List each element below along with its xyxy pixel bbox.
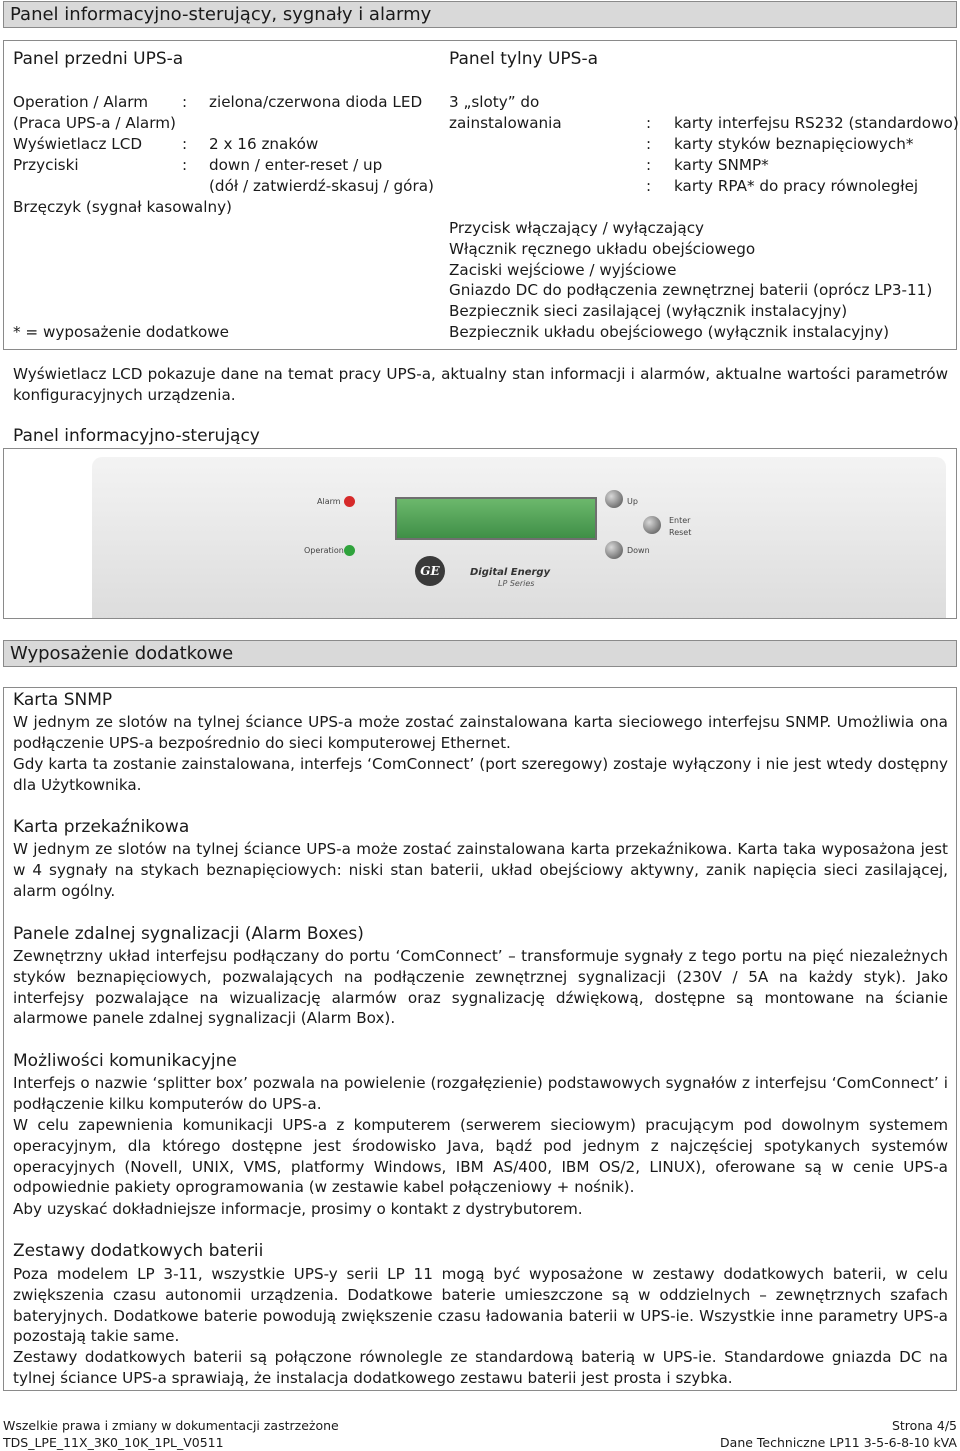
front-label-operation: Operation / Alarm xyxy=(13,93,149,111)
rear-item: Zaciski wejściowe / wyjściowe xyxy=(449,261,677,279)
footer-doc-title: Dane Techniczne LP11 3-5-6-8-10 kVA xyxy=(720,1435,957,1450)
front-value-lcd: 2 x 16 znaków xyxy=(209,135,319,153)
section-paragraph: W jednym ze slotów na tylnej ściance UPS-a może zostać zainstalowana karta przekaźnikowa. Karta taka wyposażona jest w 4 sygnały na stykach beznapięciowych: niski stan baterii, układ obejściowy aktywny, zanik napięcia sieci zasilającej, alarm ogólny. xyxy=(13,840,948,900)
section-paragraph: Gdy karta ta zostanie zainstalowana, interfejs ‘ComConnect’ (port szeregowy) zostaje wyłączony i nie jest wtedy dostępny dla Użytkownika. xyxy=(13,755,948,794)
rear-slot-sep: : xyxy=(646,177,652,195)
accessories-title: Wyposażenie dodatkowe xyxy=(10,643,234,664)
rear-item: Przycisk włączający / wyłączający xyxy=(449,219,705,237)
section-paragraph: W jednym ze slotów na tylnej ściance UPS-a może zostać zainstalowana karta sieciowego interfejsu SNMP. Umożliwia ona podłączenie UPS-a bezpośrednio do sieci komputerowej Ethernet. xyxy=(13,713,948,752)
front-sep: : xyxy=(182,93,188,111)
footer-doc-id: TDS_LPE_11X_3K0_10K_1PL_V0511 xyxy=(3,1435,224,1450)
front-value-operation: zielona/czerwona dioda LED xyxy=(209,93,423,111)
lcd-description: Wyświetlacz LCD pokazuje dane na temat pracy UPS-a, aktualny stan informacji i alarmów, aktualne wartości parametrów konfiguracyjnych urządzenia. xyxy=(13,365,948,404)
rear-slots-label-2: zainstalowania xyxy=(449,114,562,132)
rear-item: Gniazdo DC do podłączenia zewnętrznej baterii (oprócz LP3-11) xyxy=(449,281,933,299)
rear-item: Włącznik ręcznego układu obejściowego xyxy=(449,240,756,258)
rear-slot-relay: karty styków beznapięciowych* xyxy=(674,135,914,153)
rear-slot-rs232: karty interfejsu RS232 (standardowo) xyxy=(674,114,959,132)
alarm-led-icon xyxy=(344,496,355,507)
front-sep: : xyxy=(182,135,188,153)
control-panel-heading: Panel informacyjno-sterujący xyxy=(13,426,260,446)
accessories-header xyxy=(3,640,957,667)
section-paragraph: Poza modelem LP 3-11, wszystkie UPS-y serii LP 11 mogą być wyposażone w zestawy dodatkowych baterii, w celu zwiększenia czasu autonomii urządzenia. Dodatkowe baterie umieszczone są w oddzielnych – zewnętrznych szafach bateryjnych. Dodatkowe baterie powodują zwiększenie czasu ładowania baterii w UPS-ie. Wszystkie inne parametry UPS-a pozostają takie same. xyxy=(13,1265,948,1346)
front-label-lcd: Wyświetlacz LCD xyxy=(13,135,143,153)
front-value-buttons-pl: (dół / zatwierdź-skasuj / góra) xyxy=(209,177,434,195)
front-label-buzzer: Brzęczyk (sygnał kasowalny) xyxy=(13,198,232,216)
section-paragraph: W celu zapewnienia komunikacji UPS-a z komputerem (serwerem sieciowym) pracującym pod dowolnym systemem operacyjnym, dla którego dostępne jest środowisko Java, bądź pod jednym z najczęściej spotykanych systemów operacyjnych (Novell, UNIX, VMS, platformy Windows, IBM AS/400, IBM OS/2, LINUX), oferowane są w cenie UPS-a odpowiednie pakiety oprogramowania (w zestawie kabel połączeniowy + nośnik). xyxy=(13,1116,948,1197)
operation-label: Operation xyxy=(304,546,344,555)
up-button[interactable] xyxy=(605,490,623,508)
rear-panel-heading: Panel tylny UPS-a xyxy=(449,49,598,69)
front-panel-heading: Panel przedni UPS-a xyxy=(13,49,184,69)
section-paragraph: Zestawy dodatkowych baterii są połączone równolegle ze standardową baterią w UPS-ie. Standardowe gniazda DC na tylnej ściance UPS-a sprawiają, że instalacja dodatkowego zestawu baterii jest prosta i szybka. xyxy=(13,1348,948,1387)
footer-rights: Wszelkie prawa i zmiany w dokumentacji zastrzeżone xyxy=(3,1418,339,1433)
section-heading-batteries: Zestawy dodatkowych baterii xyxy=(13,1241,264,1261)
operation-led-icon xyxy=(344,545,355,556)
section-heading-communication: Możliwości komunikacyjne xyxy=(13,1051,237,1071)
front-label-buttons: Przyciski xyxy=(13,156,79,174)
lcd-display xyxy=(395,497,597,540)
section-heading-alarm-boxes: Panele zdalnej sygnalizacji (Alarm Boxes) xyxy=(13,924,364,944)
section-heading-relay: Karta przekaźnikowa xyxy=(13,817,190,837)
brand-series: LP Series xyxy=(498,579,535,588)
rear-item: Bezpiecznik układu obejściowego (wyłącznik instalacyjny) xyxy=(449,323,890,341)
rear-slot-snmp: karty SNMP* xyxy=(674,156,769,174)
enter-reset-button[interactable] xyxy=(643,516,661,534)
section-heading-snmp: Karta SNMP xyxy=(13,690,113,710)
rear-slot-rpa: karty RPA* do pracy równoległej xyxy=(674,177,919,195)
up-label: Up xyxy=(627,497,638,506)
rear-slot-sep: : xyxy=(646,135,652,153)
brand-name: Digital Energy xyxy=(470,567,551,578)
rear-item: Bezpiecznik sieci zasilającej (wyłącznik instalacyjny) xyxy=(449,302,848,320)
footer-page-number: Strona 4/5 xyxy=(891,1418,957,1433)
down-button[interactable] xyxy=(605,541,623,559)
page-title: Panel informacyjno-sterujący, sygnały i alarmy xyxy=(10,4,432,25)
rear-slot-sep: : xyxy=(646,114,652,132)
rear-slots-label: 3 „sloty” do xyxy=(449,93,540,111)
front-value-buttons: down / enter-reset / up xyxy=(209,156,383,174)
section-paragraph: Zewnętrzny układ interfejsu podłączany do portu ‘ComConnect’ – transformuje sygnały z tego portu na pięć niezależnych styków beznapięciowych, pozwalających na podłączenie zewnętrznej sygnalizacji (230V / 5A na każdy styk). Jako interfejsy pozwalające na wizualizację alarmów oraz sygnalizację dźwiękową, dostępne są montowane na ścianie alarmowe panele zdalnej sygnalizacji (Alarm Box). xyxy=(13,947,948,1028)
rear-slot-sep: : xyxy=(646,156,652,174)
alarm-label: Alarm xyxy=(317,497,341,506)
ge-logo-icon: GE xyxy=(415,556,445,586)
reset-label: Reset xyxy=(669,528,692,537)
front-sep: : xyxy=(182,156,188,174)
front-label-praca: (Praca UPS-a / Alarm) xyxy=(13,114,176,132)
down-label: Down xyxy=(627,546,650,555)
section-paragraph: Interfejs o nazwie ‘splitter box’ pozwala na powielenie (rozgałęzienie) podstawowych sygnałów z interfejsu ‘ComConnect’ i podłączenie kilku komputerów do UPS-a. xyxy=(13,1074,948,1113)
section-paragraph: Aby uzyskać dokładniejsze informacje, prosimy o kontakt z dystrybutorem. xyxy=(13,1200,583,1218)
page-header xyxy=(3,1,957,28)
optional-note: * = wyposażenie dodatkowe xyxy=(13,323,230,341)
enter-label: Enter xyxy=(669,516,691,525)
